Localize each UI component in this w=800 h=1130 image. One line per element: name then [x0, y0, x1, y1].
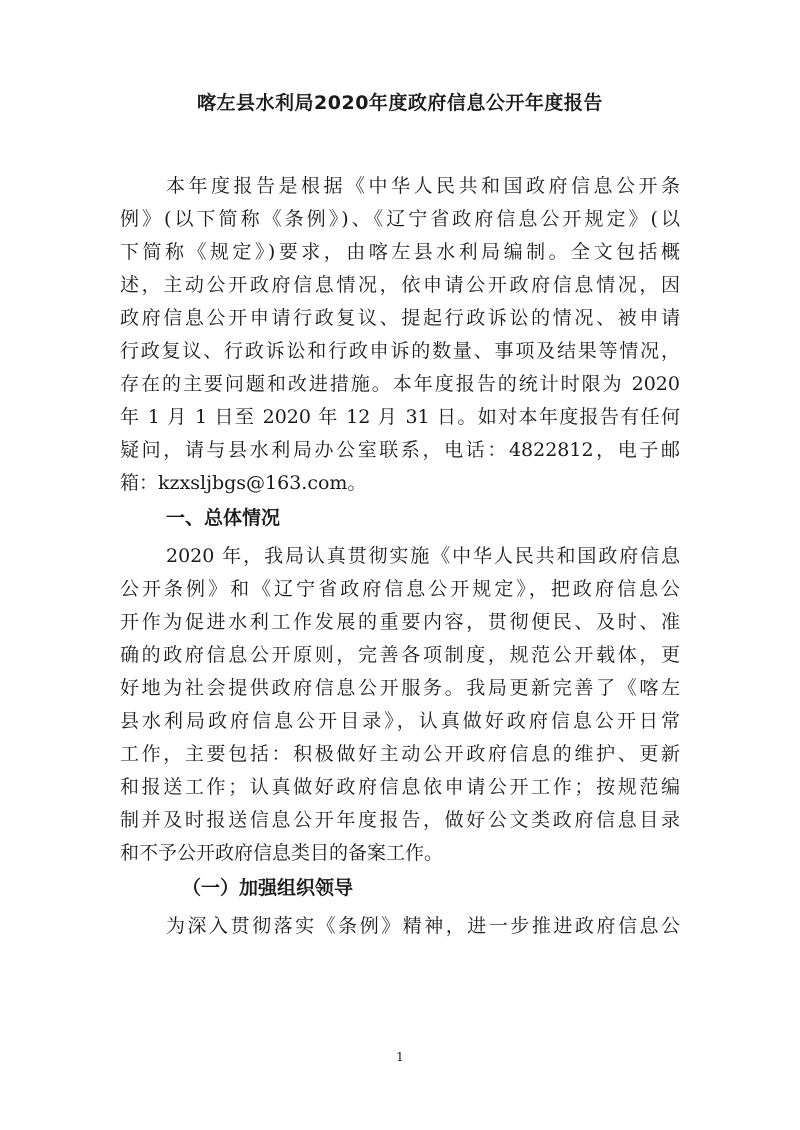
section1-line-7: 工作，主要包括：积极做好主动公开政府信息的维护、更新: [120, 743, 680, 765]
section1-line-2: 公开条例》和《辽宁省政府信息公开规定》，把政府信息公: [120, 578, 680, 600]
section-heading-overview: 一、总体情况: [166, 507, 281, 529]
intro-line-2: 例》(以下简称《条例》)、《辽宁省政府信息公开规定》(以: [120, 208, 680, 230]
subsection-heading-organization: （一）加强组织领导: [182, 877, 354, 899]
intro-line-9: 疑问，请与县水利局办公室联系，电话：4822812，电子邮: [120, 439, 680, 461]
section1-line-6: 县水利局政府信息公开目录》，认真做好政府信息公开日常: [120, 710, 680, 732]
intro-line-5: 政府信息公开申请行政复议、提起行政诉讼的情况、被申请: [120, 307, 680, 329]
intro-line-8: 年 1 月 1 日至 2020 年 12 月 31 日。如对本年度报告有任何: [120, 406, 680, 428]
section1-line-4: 确的政府信息公开原则，完善各项制度，规范公开载体，更: [120, 644, 680, 666]
intro-line-10: 箱：kzxsljbgs@163.com。: [120, 472, 367, 494]
document-title: 喀左县水利局2020年度政府信息公开年度报告: [197, 92, 603, 114]
page-number: 1: [396, 1050, 404, 1064]
intro-line-4: 述，主动公开政府信息情况，依申请公开政府信息情况，因: [120, 274, 680, 296]
intro-line-3: 下简称《规定》)要求，由喀左县水利局编制。全文包括概: [120, 241, 680, 263]
subsection1-line-1: 为深入贯彻落实《条例》精神，进一步推进政府信息公: [166, 915, 680, 937]
section1-line-9: 制并及时报送信息公开年度报告，做好公文类政府信息目录: [120, 809, 680, 831]
section1-line-10: 和不予公开政府信息类目的备案工作。: [120, 842, 444, 864]
section1-line-1: 2020 年，我局认真贯彻实施《中华人民共和国政府信息: [166, 545, 680, 567]
intro-line-1: 本年度报告是根据《中华人民共和国政府信息公开条: [166, 175, 680, 197]
section1-line-3: 开作为促进水利工作发展的重要内容，贯彻便民、及时、准: [120, 611, 680, 633]
intro-line-6: 行政复议、行政诉讼和行政申诉的数量、事项及结果等情况，: [120, 340, 680, 362]
section1-line-5: 好地为社会提供政府信息公开服务。我局更新完善了《喀左: [120, 677, 680, 699]
intro-line-7: 存在的主要问题和改进措施。本年度报告的统计时限为 2020: [120, 373, 680, 395]
section1-line-8: 和报送工作；认真做好政府信息依申请公开工作；按规范编: [120, 776, 680, 798]
